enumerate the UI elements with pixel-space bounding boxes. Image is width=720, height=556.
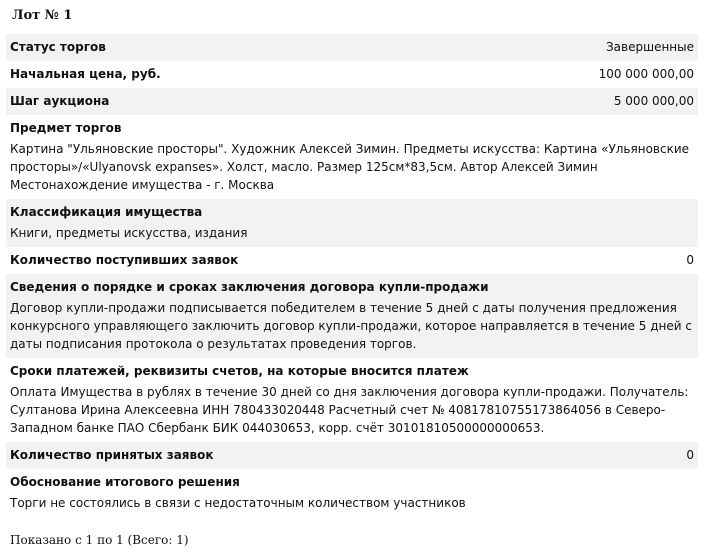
start-price-label: Начальная цена, руб. [10, 67, 161, 81]
contract-terms-label: Сведения о порядке и сроках заключения договора купли-продажи [10, 280, 489, 294]
auction-step-value: 5 000 000,00 [613, 94, 694, 108]
row-auction-step [6, 88, 698, 115]
final-decision-label: Обоснование итогового решения [10, 475, 240, 489]
applications-received-value: 0 [686, 253, 694, 267]
row-contract-terms [6, 274, 698, 358]
pagination-summary: Показано с 1 по 1 (Всего: 1) [10, 533, 189, 547]
applications-accepted-label: Количество принятых заявок [10, 448, 214, 462]
row-classification [6, 199, 698, 247]
final-decision-value: Торги не состоялись в связи с недостаточным количеством участников [10, 496, 466, 510]
classification-label: Классификация имущества [10, 205, 203, 219]
row-applications-received [6, 247, 698, 274]
row-start-price [6, 61, 698, 88]
payment-terms-value: Оплата Имущества в рублях в течение 30 дней со дня заключения договора купли-продажи. Получатель: Султанова Ирина Алексеевна ИНН 780433020448 Расчетный счет № 40817810755173864056 в Северо-Западном банке ПАО Сбербанк БИК 044030653, корр. счёт 30101810500000000653. [10, 385, 689, 435]
status-label: Статус торгов [10, 40, 106, 54]
applications-accepted-value: 0 [686, 448, 694, 462]
row-subject [6, 115, 698, 199]
row-applications-accepted [6, 442, 698, 469]
payment-terms-label: Сроки платежей, реквизиты счетов, на которые вносится платеж [10, 364, 469, 378]
lot-title: Лот № 1 [12, 8, 73, 23]
status-value: Завершенные [605, 40, 694, 54]
row-payment-terms [6, 358, 698, 442]
start-price-value: 100 000 000,00 [598, 67, 694, 81]
classification-value: Книги, предметы искусства, издания [10, 226, 248, 240]
auction-step-label: Шаг аукциона [10, 94, 110, 108]
row-status [6, 34, 698, 61]
subject-label: Предмет торгов [10, 121, 122, 135]
contract-terms-value: Договор купли-продажи подписывается победителем в течение 5 дней с даты получения предложения конкурсного управляющего заключить договор купли-продажи, которое направляется в течение 5 дней с даты подписания протокола о результатах проведения торгов. [10, 301, 692, 351]
subject-value: Картина "Ульяновские просторы". Художник Алексей Зимин. Предметы искусства: Картина «Ульяновские просторы»/«Ulyanovsk expanses». Холст, масло. Размер 125см*83,5см. Автор Алексей Зимин Местонахождение имущества - г. Москва [10, 142, 690, 192]
lot-details-table [6, 34, 698, 517]
applications-received-label: Количество поступивших заявок [10, 253, 239, 267]
row-final-decision [6, 469, 698, 517]
